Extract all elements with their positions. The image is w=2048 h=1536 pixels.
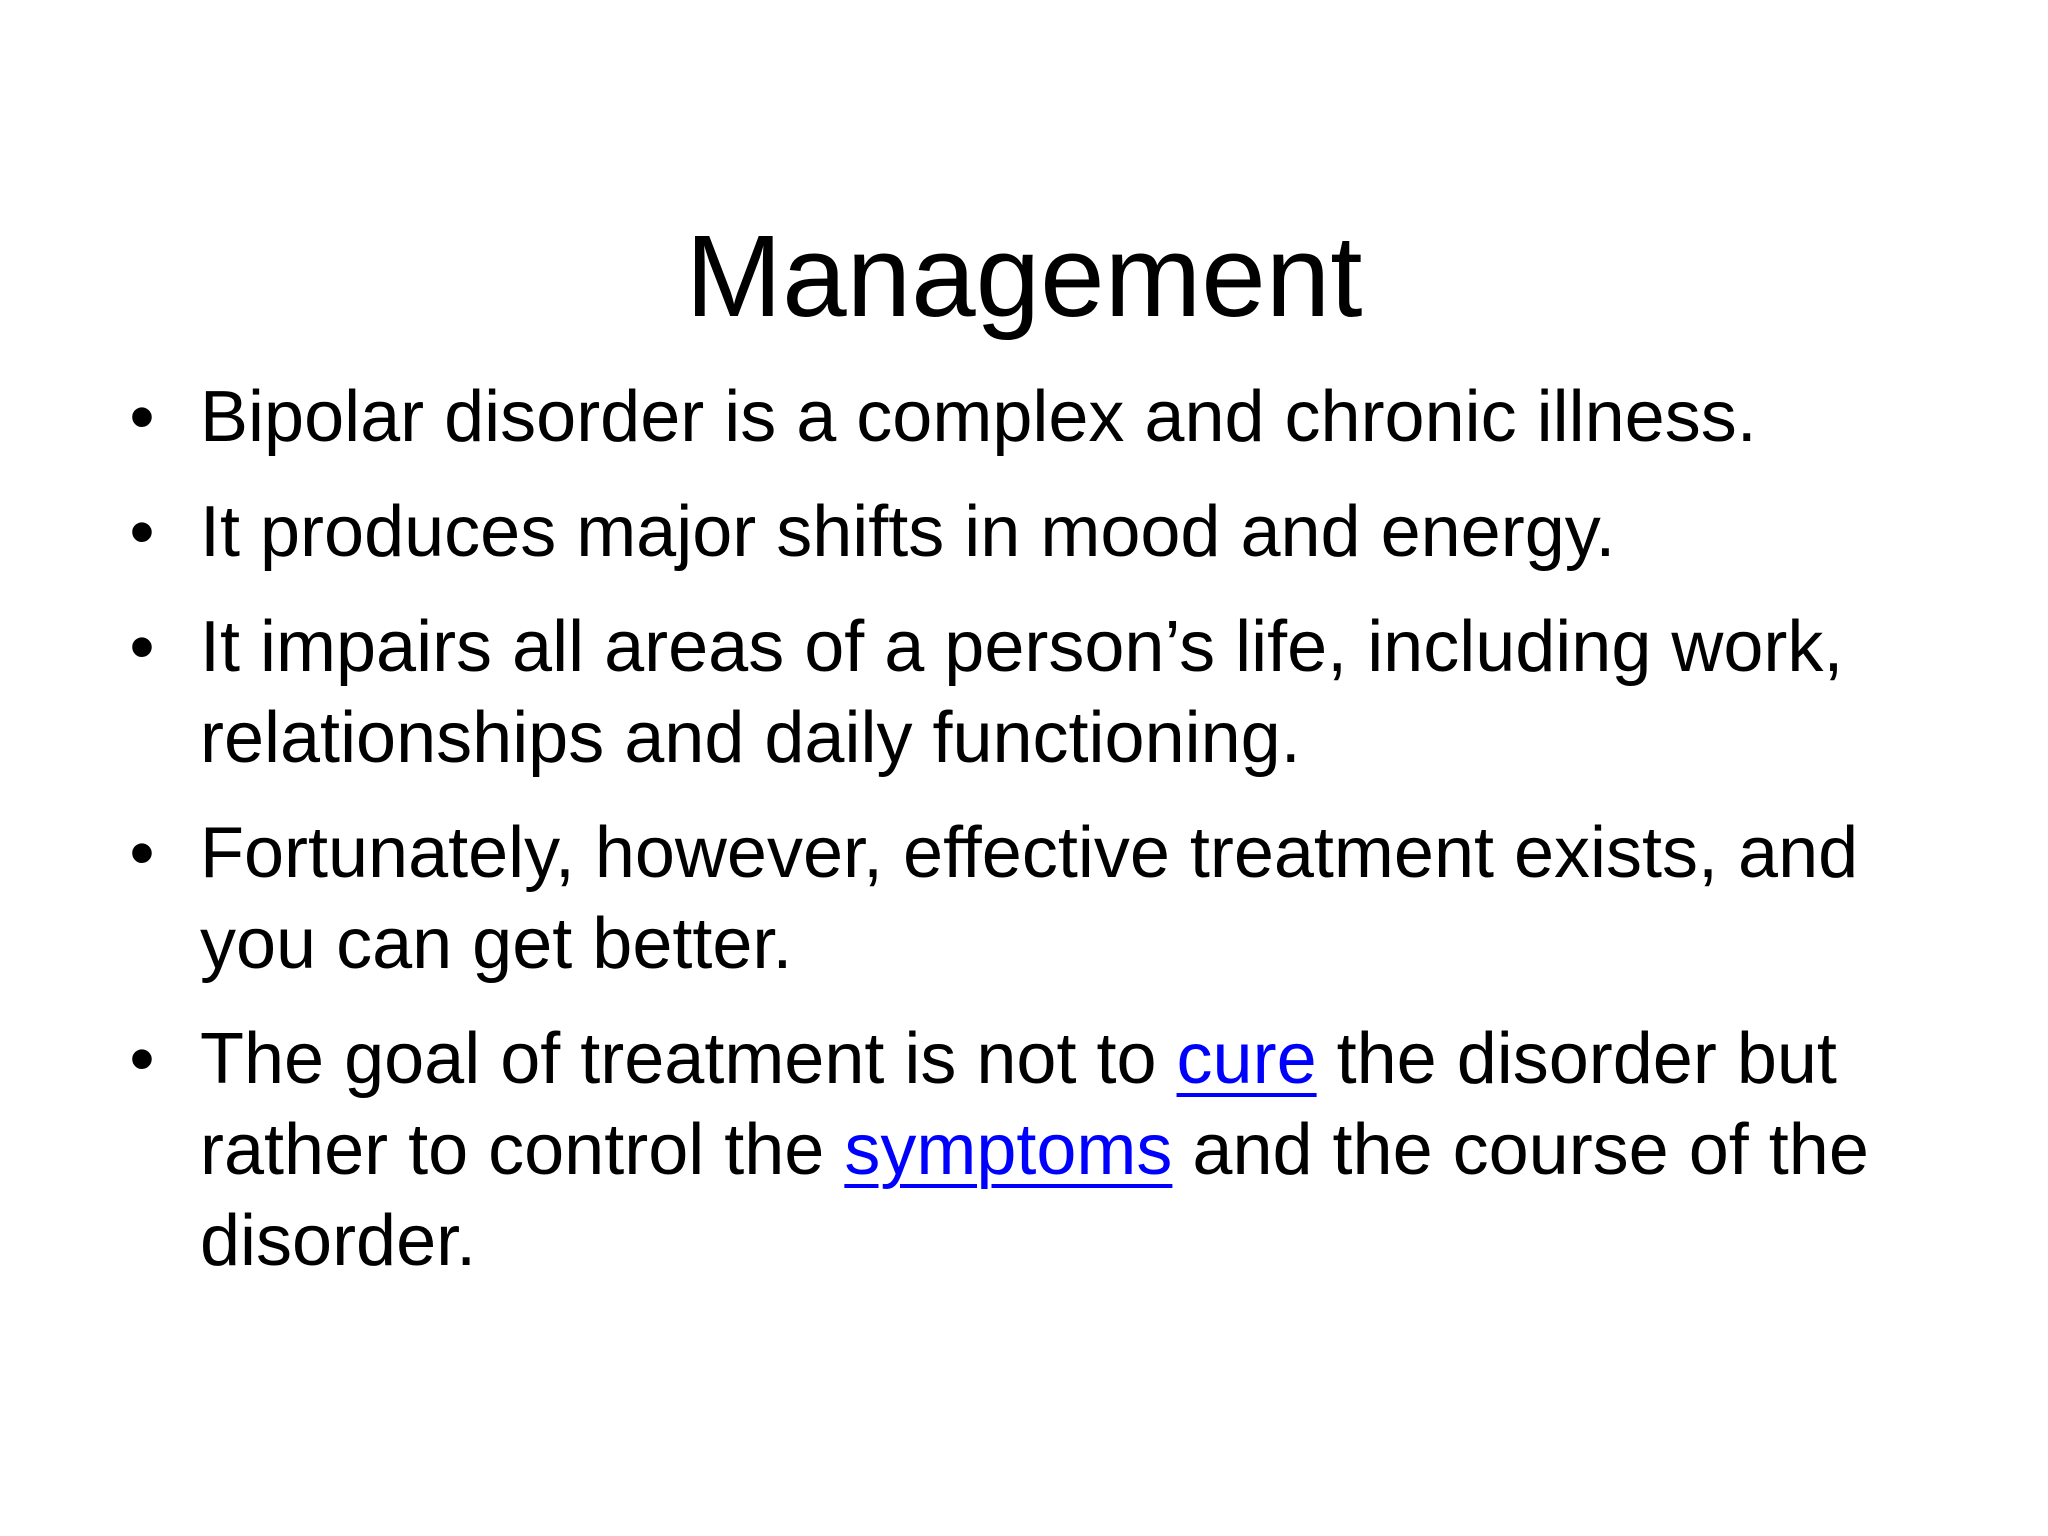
bullet-item-impairs-life bbox=[129, 602, 1940, 784]
bullet-item-mood-energy bbox=[129, 487, 1940, 578]
bullet-text-mood-energy: It produces major shifts in mood and energy. bbox=[200, 492, 1616, 572]
bullet-marker-icon: • bbox=[129, 1019, 155, 1099]
symptoms-link[interactable]: symptoms bbox=[844, 1110, 1173, 1190]
bullet-item-treatment-goal bbox=[129, 1014, 1940, 1287]
bullet-marker-icon: • bbox=[129, 377, 155, 457]
bullet-marker-icon: • bbox=[129, 492, 155, 572]
treatment-goal-text-after-symptoms: and the course of the disorder. bbox=[200, 1110, 1869, 1281]
bullet-marker-icon: • bbox=[129, 813, 155, 893]
treatment-goal-text-before-cure: The goal of treatment is not to bbox=[200, 1019, 1177, 1099]
bullet-text-treatment-goal bbox=[200, 1019, 1869, 1281]
cure-link[interactable]: cure bbox=[1176, 1019, 1317, 1099]
treatment-goal-text-between-links: the disorder but rather to control the bbox=[200, 1019, 1837, 1190]
bullet-list bbox=[129, 372, 1940, 1311]
bullet-text-impairs-life: It impairs all areas of a person’s life, including work, relationships and daily functioning. bbox=[200, 607, 1844, 778]
slide-title: Management bbox=[685, 210, 1363, 341]
bullet-text-effective-treatment: Fortunately, however, effective treatment exists, and you can get better. bbox=[200, 813, 1859, 984]
bullet-item-effective-treatment bbox=[129, 808, 1940, 990]
bullet-text-bipolar-disorder: Bipolar disorder is a complex and chronic illness. bbox=[200, 377, 1757, 457]
bullet-marker-icon: • bbox=[129, 607, 155, 687]
bullet-item-bipolar-disorder bbox=[129, 372, 1940, 463]
